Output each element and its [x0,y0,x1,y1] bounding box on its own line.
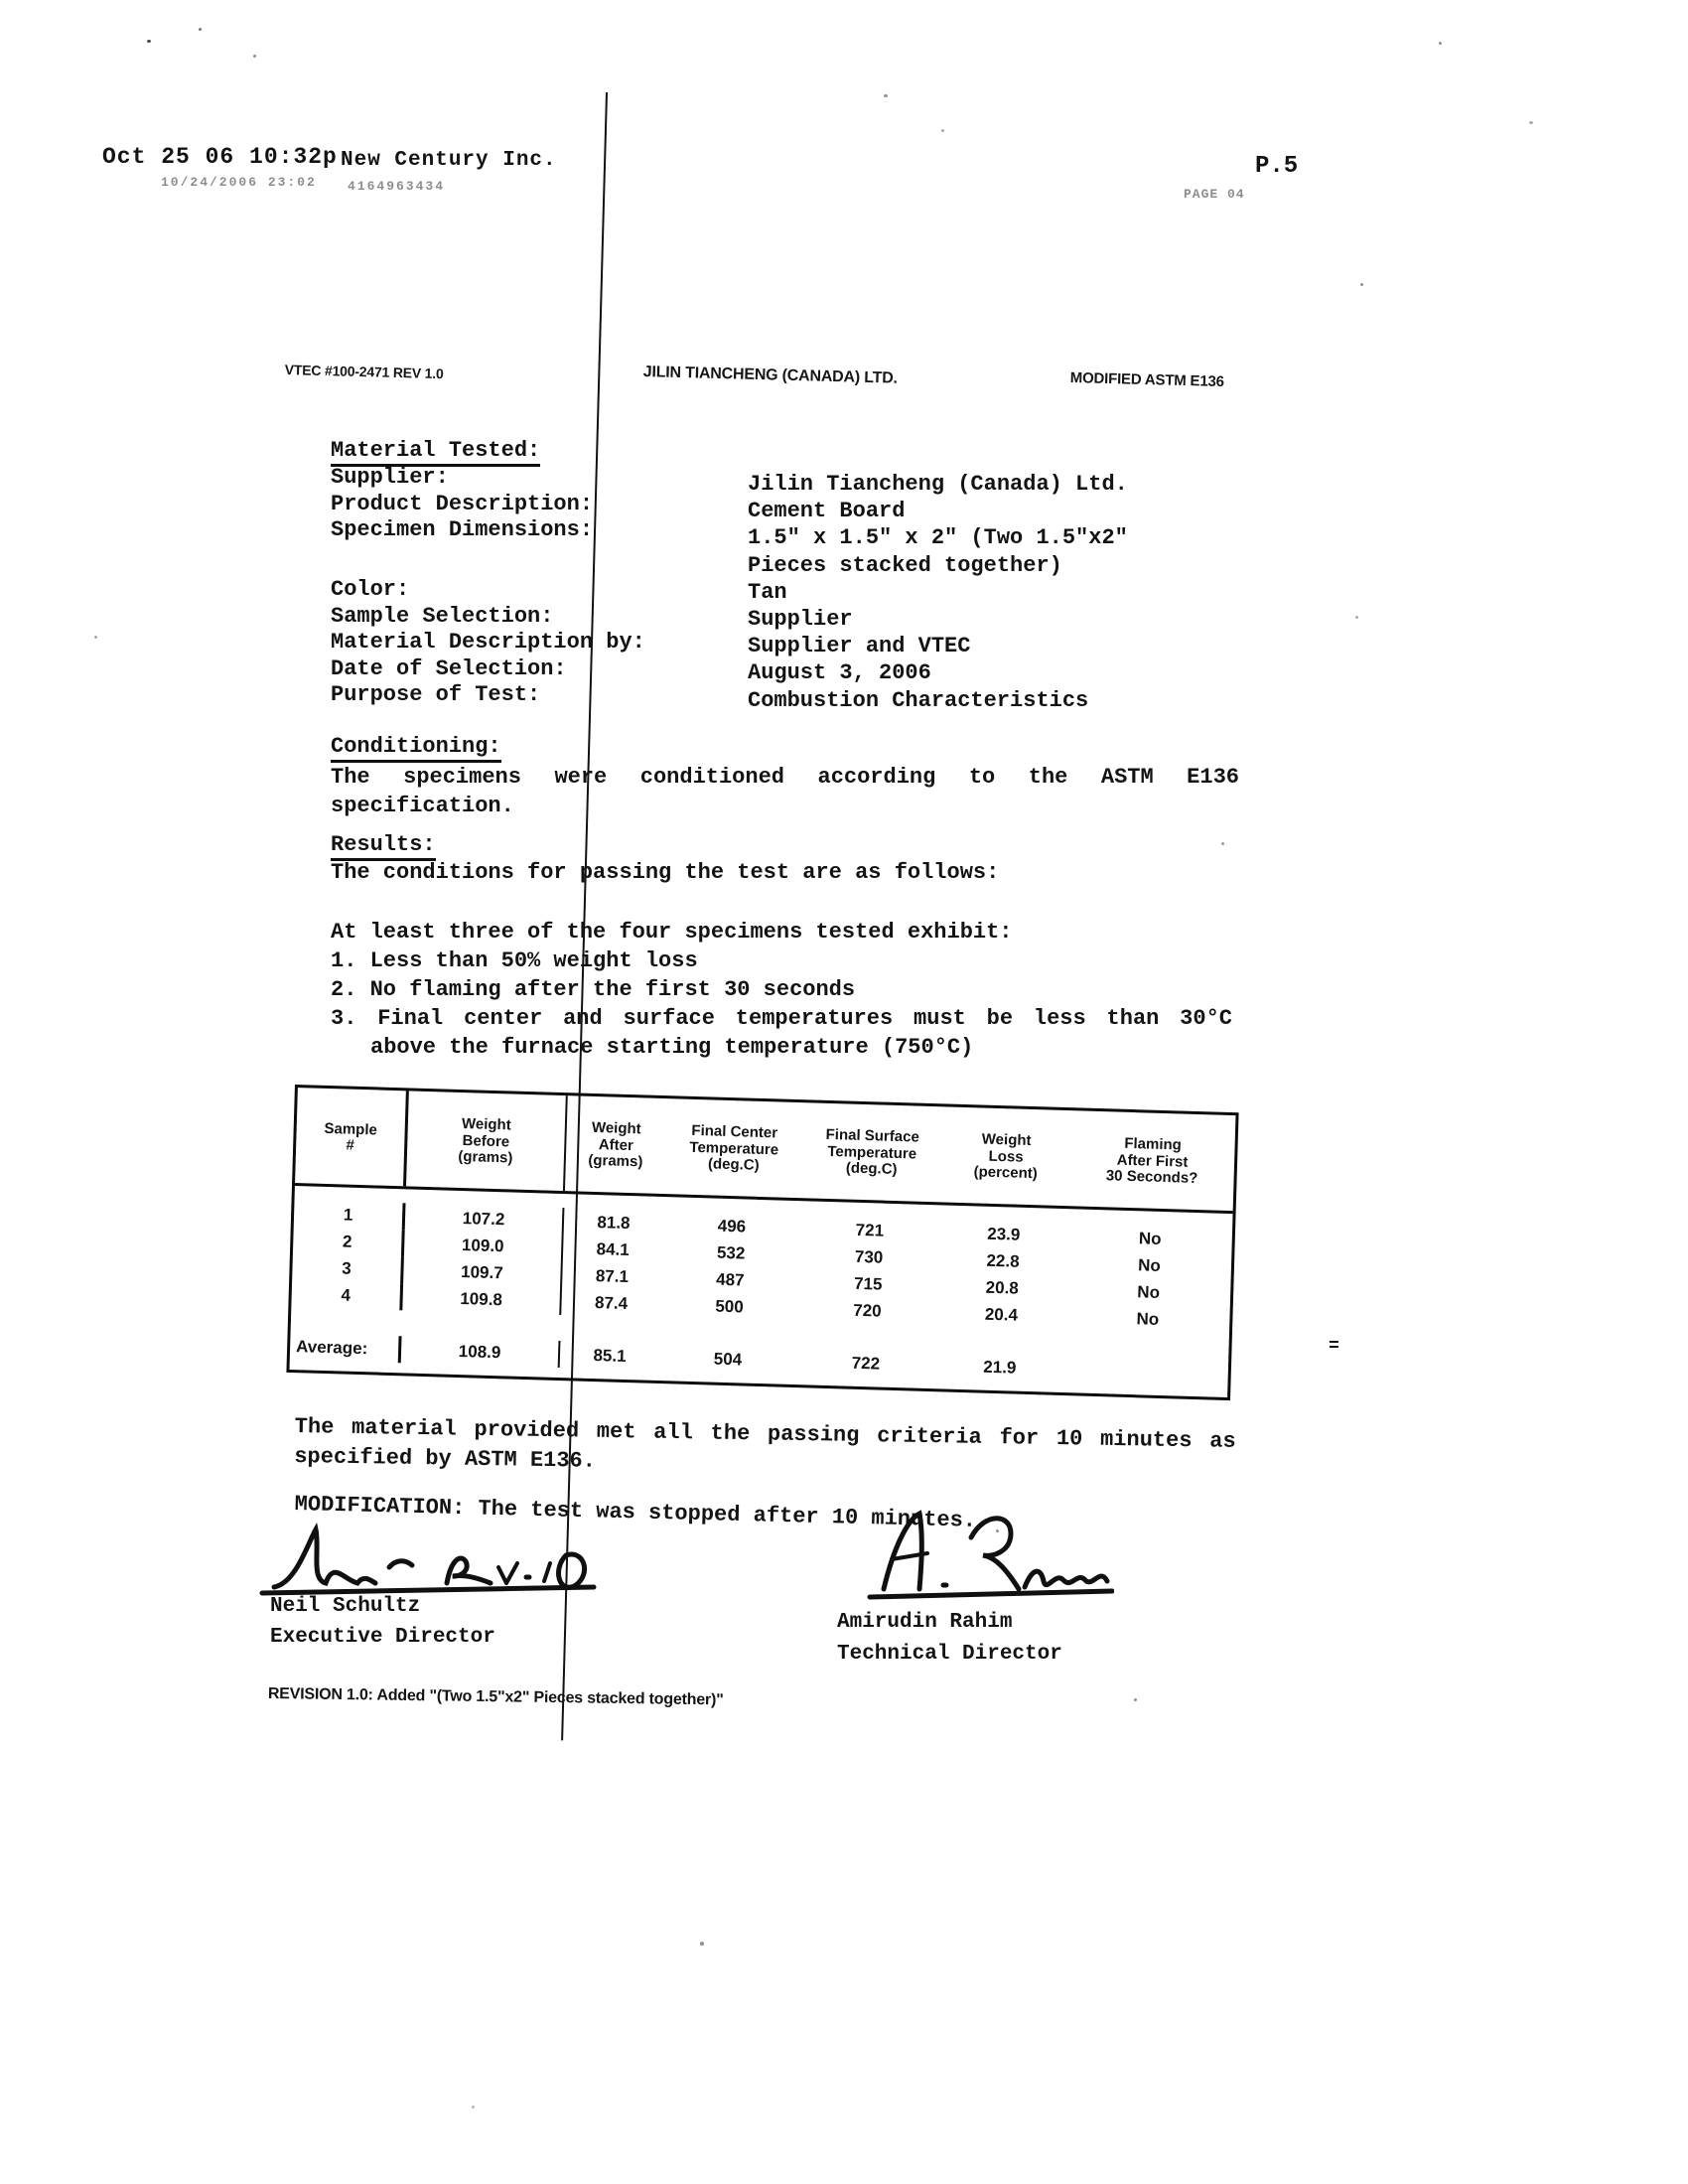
conditioning-heading [331,734,501,759]
cell-surface-temp: 720 [853,1300,882,1321]
value-color: Tan [748,579,787,605]
label-sample-selection: Sample Selection: [331,603,554,629]
cell-weight-after: 81.8 [597,1213,631,1234]
results-heading-text: Results: [331,832,436,861]
cell-avg-weight-loss: 21.9 [983,1357,1017,1378]
cell-weight-after: 84.1 [596,1239,631,1260]
value-specimen-dimensions-1: 1.5" x 1.5" x 2" (Two 1.5"x2" [748,525,1128,551]
cell-weight-before: 109.7 [403,1256,563,1288]
value-purpose-of-test: Combustion Characteristics [748,687,1089,713]
criteria-item-3-cont: above the furnace starting temperature (750°C) [370,1035,974,1060]
signer-title-left: Executive Director [270,1626,495,1649]
material-labels-bottom [331,577,645,709]
value-product-description: Cement Board [748,499,906,524]
signature-technical-director [826,1502,1114,1611]
noise-speck [199,28,202,31]
signer-name-left: Neil Schultz [270,1595,421,1618]
cell-weight-before: 107.2 [405,1203,565,1235]
fax-page-label: P.5 [1255,153,1299,180]
noise-speck [996,1529,999,1532]
signer-title-right: Technical Director [837,1643,1062,1666]
noise-speck [1355,616,1358,619]
noise-speck [884,94,888,97]
material-labels-top [331,465,593,544]
noise-speck [147,40,151,43]
cell-sample: 1 [294,1200,406,1230]
noise-speck [941,129,944,132]
noise-speck [1221,842,1224,845]
stray-mark: = [1329,1337,1339,1357]
report-number: VTEC #100-2471 REV 1.0 [284,362,444,382]
conditioning-paragraph: The specimens were conditioned according to the ASTM E136 specification. [331,765,1239,818]
cell-weight-before: 109.0 [404,1230,564,1261]
results-intro: The conditions for passing the test are as follows: [331,860,1000,885]
header-flaming: Flaming After First 30 Seconds? [1105,1135,1198,1188]
modification-line: MODIFICATION: The test was stopped after 10 minutes. [294,1492,977,1533]
material-tested-heading [331,438,540,463]
cell-surface-temp: 730 [854,1246,884,1267]
noise-speck [700,1942,704,1946]
conclusion-paragraph: The material provided met all the passing criteria for 10 minutes as specified by ASTM E136. [294,1413,1236,1474]
conditioning-heading-text: Conditioning: [331,734,501,763]
cell-avg-weight-after: 85.1 [593,1346,627,1367]
fax-faint-page-label: PAGE 04 [1184,187,1245,202]
header-final-center-temp: Final Center Temperature (deg.C) [689,1122,779,1175]
cell-weight-before: 109.8 [402,1283,562,1315]
cell-avg-weight-before: 108.9 [401,1336,561,1368]
value-date-of-selection: August 3, 2006 [748,660,931,686]
cell-average-label: Average: [290,1333,402,1363]
cell-center-temp: 500 [715,1296,745,1317]
material-values [748,471,1128,714]
cell-flaming: No [1137,1255,1162,1275]
results-heading [331,832,436,857]
cell-weight-loss: 20.8 [985,1277,1020,1298]
fax-faint-datetime: 10/24/2006 23:02 [161,175,317,190]
header-weight-after: Weight After (grams) [588,1119,643,1171]
noise-speck [253,55,256,58]
cell-surface-temp: 721 [855,1220,885,1240]
cell-avg-surface-temp: 722 [851,1353,881,1374]
cell-weight-after: 87.1 [595,1266,630,1287]
cell-avg-center-temp: 504 [713,1349,743,1370]
cell-weight-loss: 22.8 [986,1250,1020,1271]
criteria-item-3: 3. Final center and surface temperatures must be less than 30°C [331,1006,1232,1031]
cell-sample: 2 [293,1227,405,1256]
fax-faint-number: 4164963434 [348,179,446,194]
cell-flaming: No [1137,1282,1161,1302]
cell-center-temp: 496 [717,1216,747,1237]
label-product-description: Product Description: [331,491,594,516]
criteria-item-1: 1. Less than 50% weight loss [331,948,698,973]
noise-speck [1439,42,1442,45]
signature-executive-director [256,1522,604,1601]
cell-sample: 4 [291,1280,403,1310]
noise-speck [472,2106,475,2109]
label-material-description-by: Material Description by: [331,630,645,655]
value-supplier: Jilin Tiancheng (Canada) Ltd. [748,472,1128,497]
cell-sample: 3 [292,1253,404,1283]
criteria-intro: At least three of the four specimens tested exhibit: [331,920,1013,945]
noise-speck [1134,1698,1137,1701]
cell-surface-temp: 715 [853,1273,883,1294]
noise-speck [1529,121,1533,124]
cell-center-temp: 532 [716,1242,746,1263]
label-specimen-dimensions: Specimen Dimensions: [331,517,594,542]
cell-avg-flaming [1063,1356,1228,1387]
company-name: JILIN TIANCHENG (CANADA) LTD. [642,364,899,387]
value-specimen-dimensions-2: Pieces stacked together) [748,552,1062,578]
value-material-description-by: Supplier and VTEC [748,634,971,659]
label-supplier: Supplier: [331,465,449,490]
label-date-of-selection: Date of Selection: [331,655,567,681]
header-sample: Sample # [295,1088,409,1186]
results-table-body [289,1186,1232,1397]
label-purpose-of-test: Purpose of Test: [331,682,541,707]
value-sample-selection: Supplier [748,607,853,633]
revision-note: REVISION 1.0: Added "(Two 1.5"x2" Pieces stacked together)" [267,1685,724,1709]
header-weight-before: Weight Before (grams) [406,1091,568,1191]
cell-weight-loss: 23.9 [987,1224,1021,1244]
noise-speck [1360,283,1363,286]
test-standard: MODIFIED ASTM E136 [1069,369,1224,391]
noise-speck [94,636,97,639]
cell-flaming: No [1138,1229,1162,1248]
cell-weight-loss: 20.4 [984,1304,1019,1325]
material-tested-heading-text: Material Tested: [331,438,540,467]
cell-weight-after: 87.4 [594,1293,629,1314]
criteria-item-2: 2. No flaming after the first 30 seconds [331,977,856,1002]
results-table [286,1085,1238,1400]
label-color: Color: [331,577,410,602]
fax-datetime: Oct 25 06 10:32p [102,144,338,170]
header-weight-loss: Weight Loss (percent) [973,1130,1039,1183]
fax-sender-name: New Century Inc. [341,149,557,172]
scan-fold-line [561,92,608,1740]
signer-name-right: Amirudin Rahim [837,1611,1013,1634]
cell-center-temp: 487 [715,1269,745,1290]
cell-flaming: No [1136,1309,1160,1329]
header-final-surface-temp: Final Surface Temperature (deg.C) [825,1126,920,1179]
